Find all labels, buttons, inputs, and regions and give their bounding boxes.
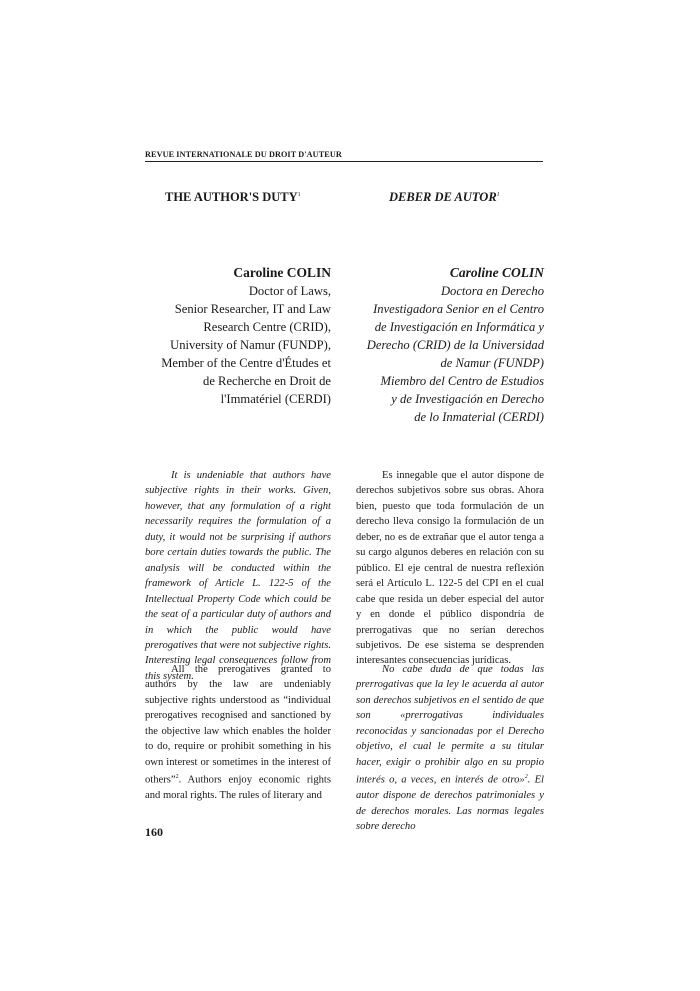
author-affiliation-line: de Recherche en Droit de <box>203 374 331 388</box>
body-paragraph-english <box>145 662 331 804</box>
author-affiliation-line: y de Investigación en Derecho <box>391 392 544 406</box>
body-english-footnote-mark: 2 <box>175 774 179 781</box>
author-affiliation-line: Doctora en Derecho <box>440 284 544 298</box>
title-spanish-text: DEBER DE AUTOR <box>389 190 497 204</box>
author-affiliation-line: Miembro del Centro de Estudios <box>380 374 544 388</box>
author-affiliation-line: de Investigación en Informática y <box>374 320 544 334</box>
body-spanish-text: No cabe duda de que todas las prerrogativas que la ley le acuerda al autor son derechos subjetivos en el sentido de que son «prerrogativas individuales reconocidas y sancionadas por el Derecho objetivo, el cual le permite a su titular hacer, exigir o prohibir algo en su propio interés o, a veces, en interés de otro» <box>356 664 544 786</box>
title-english <box>165 190 301 205</box>
author-affiliation-line: University of Namur (FUNDP), <box>170 338 331 352</box>
author-affiliation-line: de Namur (FUNDP) <box>440 356 544 370</box>
author-affiliation-line: Doctor of Laws, <box>248 284 331 298</box>
abstract-spanish: Es innegable que el autor dispone de derechos subjetivos sobre sus obras. Ahora bien, puesto que toda formulación de un derecho lleva consigo la formulación de un deber, no es de extrañar que el autor tenga a su cargo algunos deberes en relación con su público. El eje central de nuestra reflexión será el Artículo L. 122-5 del CPI en el cual cabe que resida un deber especial del autor y en donde el público dispondría de prerrogativas que no serían derechos subjetivos. De ese sistema se desprenden interesantes consecuencias jurídicas. <box>356 470 544 667</box>
abstract-english: It is undeniable that authors have subjective rights in their works. Given, however, that any formulation of a right necessarily requires the formulation of a duty, it would not be surprising if authors bore certain duties towards the public. The analysis will be conducted within the framework of Article L. 122-5 of the Intellectual Property Code which could be the seat of a particular duty of authors and in which the public would have prerogatives that were not subjective rights. Interesting legal consequences follow from this system. <box>145 470 331 682</box>
author-affiliation-line: Research Centre (CRID), <box>203 320 331 334</box>
author-name-spanish: Caroline COLIN <box>449 265 544 280</box>
author-affiliation-line: Senior Researcher, IT and Law <box>174 302 331 316</box>
author-affiliation-line: l'Immatériel (CERDI) <box>220 392 331 406</box>
page-number: 160 <box>145 825 163 839</box>
body-english-text-continued: . Authors enjoy economic rights and moral rights. The rules of literary and <box>145 774 331 802</box>
body-english-text: All the prerogatives granted to authors by the law are undeniably subjective rights understood as “individual prerogatives recognised and sanctioned by the objective law which enables the holder to do, require or prohibit something in his own interest or sometimes in the interest of others” <box>145 664 331 786</box>
title-spanish-footnote-mark: 1 <box>496 191 500 198</box>
author-affiliation-line: de lo Inmaterial (CERDI) <box>414 410 544 424</box>
title-spanish <box>389 190 500 205</box>
body-paragraph-spanish <box>356 662 544 835</box>
title-english-text: THE AUTHOR'S DUTY <box>165 190 298 204</box>
title-english-footnote-mark: 1 <box>297 191 301 198</box>
author-name-english: Caroline COLIN <box>233 265 331 280</box>
author-affiliation-line: Investigadora Senior en el Centro <box>373 302 544 316</box>
body-spanish-text-continued: . El autor dispone de derechos patrimoniales y de derechos morales. Las normas legales sobre derecho <box>356 774 545 833</box>
running-head: REVUE INTERNATIONALE DU DROIT D'AUTEUR <box>145 150 543 162</box>
body-spanish-footnote-mark: 2 <box>524 774 528 781</box>
author-affiliation-line: Derecho (CRID) de la Universidad <box>366 338 544 352</box>
author-block-spanish <box>352 264 544 426</box>
author-block-english <box>140 264 331 408</box>
author-affiliation-line: Member of the Centre d'Études et <box>161 356 331 370</box>
